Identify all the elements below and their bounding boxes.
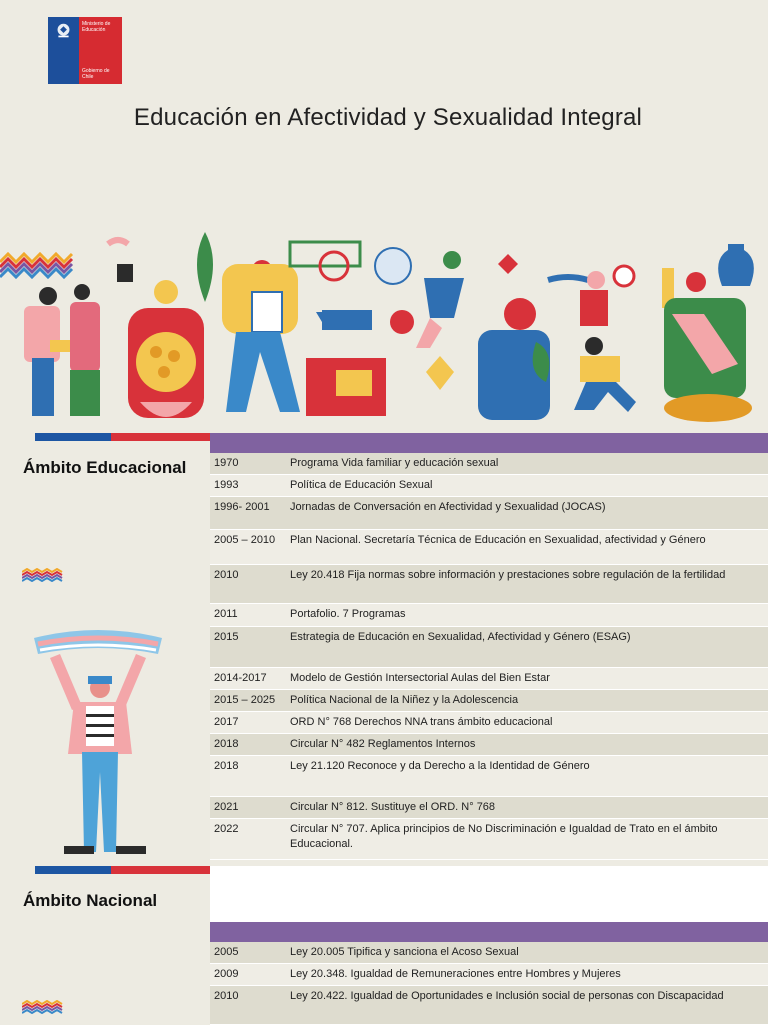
logo-blue-block [48, 17, 79, 84]
row-text: Ley 21.120 Reconoce y da Derecho a la Identidad de Género [290, 760, 590, 772]
table-row [210, 690, 768, 712]
table-row [210, 604, 768, 627]
table-row [210, 475, 768, 497]
couple-figures [24, 284, 100, 416]
row-year: 2018 [214, 760, 239, 772]
timeline-table-educacional [210, 433, 768, 860]
row-text: Circular N° 482 Reglamentos Internos [290, 738, 476, 750]
row-year: 2015 [214, 631, 239, 643]
row-text: Estrategia de Educación en Sexualidad, Afectividad y Género (ESAG) [290, 631, 631, 643]
row-year: 2009 [214, 968, 239, 980]
row-year: 2015 – 2025 [214, 694, 276, 706]
row-text: Política Nacional de la Niñez y la Adolescencia [290, 694, 519, 706]
row-text: Jornadas de Conversación en Afectividad y Sexualidad (JOCAS) [290, 501, 606, 513]
row-year: 2011 [214, 608, 238, 620]
row-text: Ley 20.005 Tipifica y sanciona el Acoso Sexual [290, 946, 519, 958]
row-text: Ley 20.422. Igualdad de Oportunidades e Inclusión social de personas con Discapacidad [290, 990, 724, 1002]
man-with-accordion [222, 260, 300, 412]
table-row [210, 565, 768, 604]
table-row [210, 668, 768, 690]
table-row [210, 712, 768, 734]
ministerio-educacion-logo [48, 17, 122, 84]
logo-line3: Gobierno de Chile [82, 68, 110, 80]
row-year: 1970 [214, 457, 239, 469]
wave-motif-icon [22, 1000, 66, 1014]
wave-motif-icon [0, 254, 72, 277]
man-with-bird [478, 298, 550, 420]
section-heading-educacional: Ámbito Educacional [23, 458, 187, 477]
table-row [210, 627, 768, 668]
row-year: 1993 [214, 479, 239, 491]
row-year: 1996- 2001 [214, 501, 270, 513]
plate-icon [375, 248, 411, 284]
logo-red-block [79, 17, 122, 84]
table-row [210, 986, 768, 1025]
woman-with-basket [664, 272, 752, 422]
crest-icon [55, 22, 72, 39]
row-year: 2005 – 2010 [214, 534, 276, 546]
row-year: 2010 [214, 990, 239, 1002]
reading-person [306, 358, 386, 416]
running-girl [548, 266, 634, 326]
table-row [210, 530, 768, 565]
flower-icon [426, 356, 454, 390]
row-text: Circular N° 707. Aplica principios de No Discriminación e Igualdad de Trato en el ámbito Educacional. [290, 823, 718, 850]
row-text: Plan Nacional. Secretaría Técnica de Educación en Sexualidad, afectividad y Género [290, 534, 706, 546]
row-year: 2022 [214, 823, 239, 835]
timeline-table-nacional [210, 922, 768, 1025]
row-text: Programa Vida familiar y educación sexual [290, 457, 499, 469]
row-text: ORD N° 768 Derechos NNA trans ámbito educacional [290, 716, 553, 728]
row-text: Política de Educación Sexual [290, 479, 433, 491]
row-text: Modelo de Gestión Intersectorial Aulas del Bien Estar [290, 672, 550, 684]
section-stripe-educacional [35, 433, 211, 441]
page-title: Educación en Afectividad y Sexualidad Integral [133, 104, 643, 131]
table-row [210, 756, 768, 797]
people-illustration-banner [0, 222, 768, 432]
person-holding-trans-flag-illustration [30, 628, 166, 860]
row-text: Ley 20.348. Igualdad de Remuneraciones entre Hombres y Mujeres [290, 968, 621, 980]
table-row [210, 797, 768, 819]
row-year: 2021 [214, 801, 239, 813]
row-year: 2005 [214, 946, 239, 958]
row-text: Ley 20.418 Fija normas sobre información y prestaciones sobre regulación de la fertilidad [290, 569, 726, 581]
row-year: 2017 [214, 716, 239, 728]
woman-with-flowers [108, 240, 204, 418]
dog-icon [316, 310, 372, 330]
logo-line1: Ministerio de [82, 21, 111, 27]
wave-motif-icon [22, 568, 66, 582]
cart-icon [290, 242, 360, 280]
table-row [210, 734, 768, 756]
vase-icon [718, 244, 754, 286]
kite-icon [498, 254, 518, 274]
row-year: 2018 [214, 738, 239, 750]
table-header-bar [210, 922, 768, 942]
table-header-bar [210, 433, 768, 453]
table-row [210, 942, 768, 964]
kneeling-boy [574, 337, 636, 412]
row-text: Circular N° 812. Sustituye el ORD. N° 768 [290, 801, 496, 813]
table-row [210, 819, 768, 860]
logo-line2: Educación [82, 27, 106, 33]
row-text: Portafolio. 7 Programas [290, 608, 406, 620]
section-stripe-nacional [35, 866, 211, 874]
table-row [210, 453, 768, 475]
blank-spacer [210, 866, 768, 922]
row-year: 2010 [214, 569, 239, 581]
table-row [210, 964, 768, 986]
table-row [210, 497, 768, 530]
row-year: 2014-2017 [214, 672, 267, 684]
section-heading-nacional: Ámbito Nacional [23, 891, 158, 910]
leaf-icon [197, 232, 213, 302]
